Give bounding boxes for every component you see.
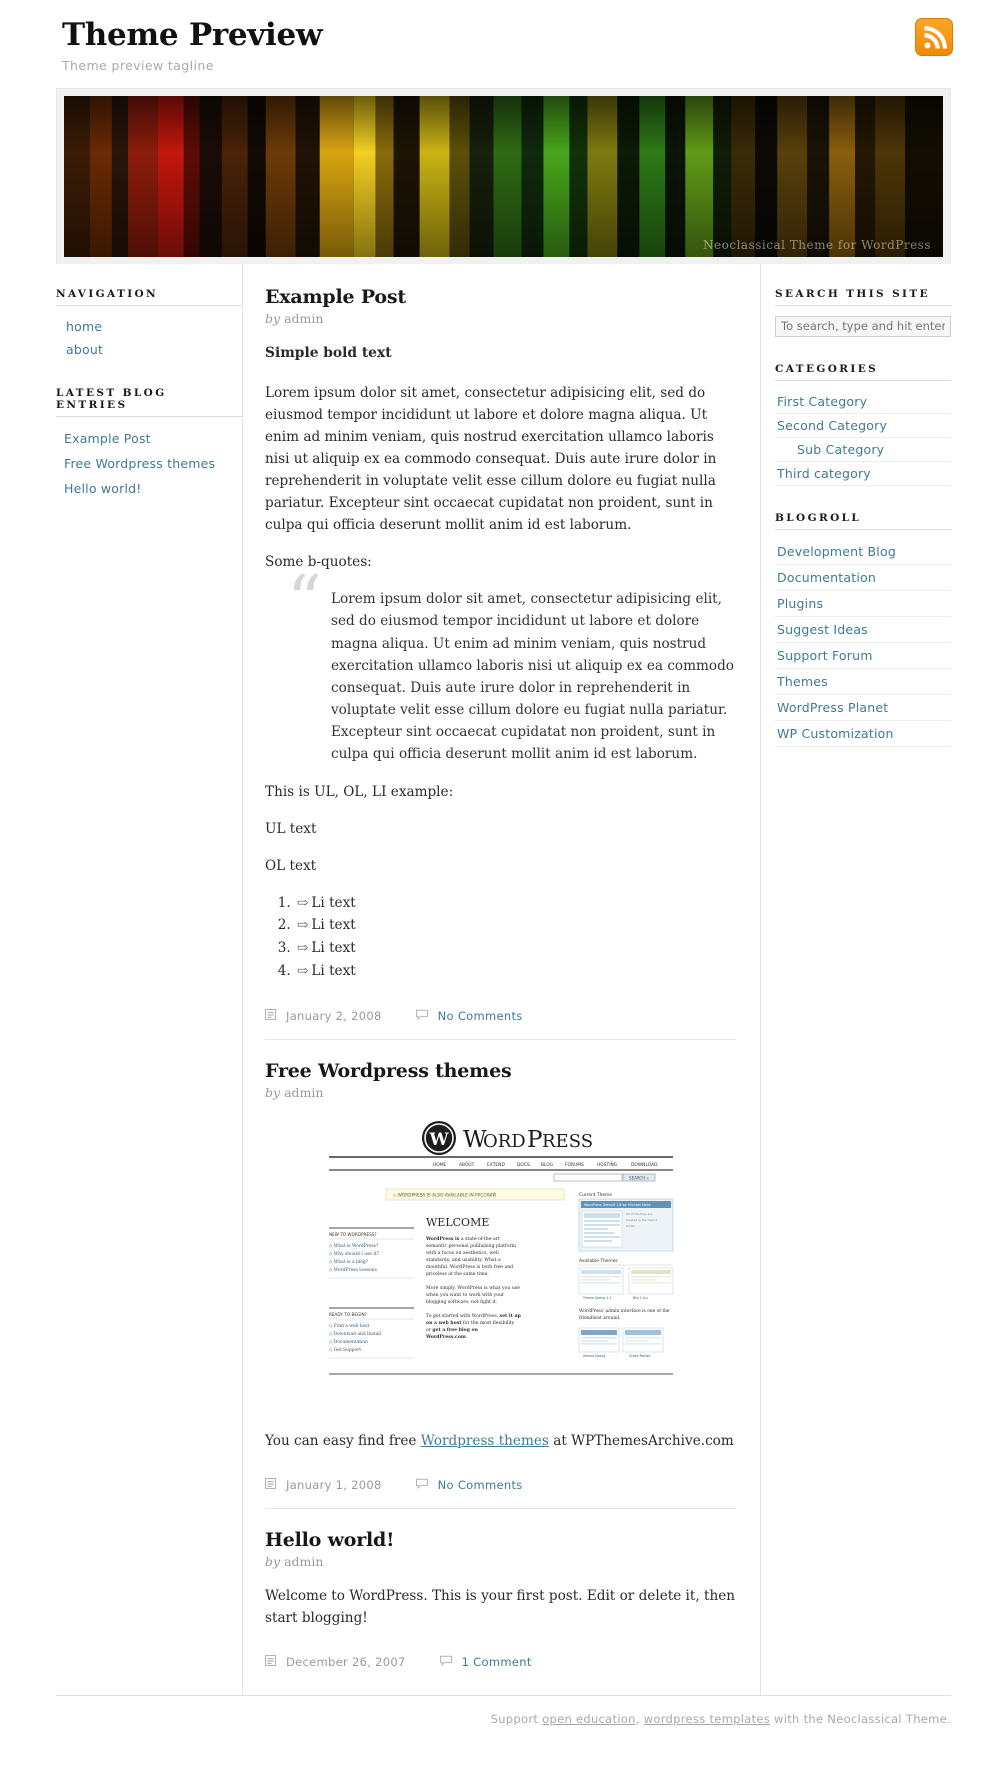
svg-text:FORUMS: FORUMS	[564, 1162, 584, 1168]
post-body	[265, 1585, 736, 1629]
post-date: January 1, 2008	[286, 1477, 382, 1492]
entry-link-hello-world[interactable]: Hello world!	[64, 481, 142, 496]
category-link-third[interactable]: Third category	[775, 462, 951, 486]
post-author-name: admin	[284, 311, 324, 326]
post-date: December 26, 2007	[286, 1655, 406, 1669]
content-wrap	[0, 264, 1007, 1695]
list-item	[775, 643, 951, 669]
post-author-prefix: by	[265, 1553, 281, 1569]
quote-intro: Some b-quotes:	[265, 554, 372, 571]
post-paragraph: Welcome to WordPress. This is your first post. Edit or delete it, then start blogging!	[265, 1587, 736, 1626]
site-title: Theme Preview	[62, 17, 323, 53]
list-item	[295, 892, 736, 915]
list-item	[775, 390, 951, 414]
svg-text:WordPress is a state-of-the-ar: WordPress is a state-of-the-art	[425, 1236, 500, 1242]
widget-blogroll	[775, 512, 951, 747]
post-author-prefix: by	[265, 311, 281, 326]
footer-middle: ,	[635, 1712, 644, 1726]
list-item	[775, 414, 951, 438]
post-author-name: admin	[284, 1553, 324, 1569]
svg-text:◇ WORDPRESS IS ALSO AVAILABLE: ◇ WORDPRESS IS ALSO AVAILABLE IN РУССКИЙ	[392, 1193, 496, 1199]
widget-search	[775, 288, 951, 337]
list-item	[775, 462, 951, 486]
svg-text:Current Theme: Current Theme	[578, 1192, 612, 1198]
svg-text:WELCOME: WELCOME	[425, 1215, 489, 1229]
svg-text:Almost Spring: Almost Spring	[582, 1353, 605, 1358]
widget-search-title: SEARCH THIS SITE	[775, 288, 951, 306]
post-meta	[265, 1470, 736, 1492]
post-author	[265, 311, 736, 326]
post-meta	[265, 1647, 736, 1669]
post-title: Hello world!	[265, 1528, 395, 1551]
svg-text:ABOUT: ABOUT	[458, 1162, 474, 1168]
caption-after: at WPThemesArchive.com	[548, 1432, 734, 1449]
post-comments-link[interactable]: No Comments	[437, 1008, 523, 1023]
post-body	[265, 1430, 736, 1452]
svg-text:mouthful. WordPress is both fr: mouthful. WordPress is both free and	[425, 1264, 513, 1270]
blogroll-link-suggest-ideas[interactable]: Suggest Ideas	[775, 617, 951, 643]
post-free-wordpress-themes	[265, 1039, 736, 1500]
wordpress-homepage-screenshot	[265, 1116, 736, 1412]
svg-text:Green Pocket: Green Pocket	[628, 1353, 650, 1358]
svg-text:BLOG: BLOG	[540, 1162, 553, 1168]
blogroll-link-support-forum[interactable]: Support Forum	[775, 643, 951, 669]
svg-text:located in the theme: located in the theme	[625, 1217, 657, 1222]
navigation-list	[56, 315, 242, 361]
list-item	[56, 426, 242, 451]
post-comments-link[interactable]: 1 Comment	[461, 1655, 532, 1669]
widget-latest-entries	[56, 387, 242, 501]
svg-text:RESS: RESS	[541, 1130, 593, 1152]
blogroll-link-wordpress-planet[interactable]: WordPress Planet	[775, 695, 951, 721]
blockquote-text: Lorem ipsum dolor sit amet, consectetur adipisicing elit, sed do eiusmod tempor incididunt ut labore et dolore magna aliqua. Ut enim ad minim veniam, quis nostrud exercitation ullamco laboris nisi ut aliquip ex ea commodo consequat. Duis aute irure dolor in reprehenderit in voluptate velit esse cillum dolore eu fugiat nulla pariatur. Excepteur sint occaecat cupidatat non proident, sunt in culpa qui officia deserunt mollit anim id est laborum.	[331, 591, 734, 762]
post-lead-bold: Simple bold text	[265, 345, 392, 361]
svg-text:HOSTING: HOSTING	[596, 1162, 617, 1168]
list-item	[775, 438, 951, 462]
ul-text: UL text	[265, 820, 317, 837]
categories-list	[775, 390, 951, 486]
comment-bubble-icon	[416, 1478, 428, 1492]
li-text: Li text	[311, 894, 356, 911]
svg-text:when you want to work with you: when you want to work with your	[425, 1292, 504, 1298]
svg-text:NEW TO WORDPRESS?: NEW TO WORDPRESS?	[328, 1231, 377, 1237]
svg-text:DOWNLOAD: DOWNLOAD	[630, 1162, 658, 1168]
site-tagline: Theme preview tagline	[62, 58, 214, 74]
arrow-right-icon: ⇨	[297, 940, 309, 957]
sidebar-right	[761, 264, 951, 773]
li-text: Li text	[311, 940, 356, 957]
svg-text:To get started with WordPress,: To get started with WordPress, set it up	[425, 1313, 521, 1319]
list-item	[295, 960, 736, 983]
svg-text:blogging software, not fight i: blogging software, not fight it.	[425, 1299, 497, 1305]
widget-blogroll-title: BLOGROLL	[775, 512, 951, 530]
list-item	[56, 338, 242, 361]
svg-text:semantic personal publishing p: semantic personal publishing platform	[425, 1243, 516, 1249]
list-item	[295, 937, 736, 960]
arrow-right-icon: ⇨	[297, 894, 309, 911]
category-link-sub[interactable]: Sub Category	[775, 438, 951, 462]
blogroll-link-documentation[interactable]: Documentation	[775, 565, 951, 591]
footer-prefix: Support	[490, 1712, 543, 1726]
widget-categories-title: CATEGORIES	[775, 363, 951, 381]
ol-text: OL text	[265, 857, 317, 874]
wordpress-themes-link[interactable]: Wordpress themes	[420, 1432, 549, 1449]
li-text: Li text	[311, 963, 356, 980]
calendar-icon	[265, 1478, 276, 1492]
list-item	[775, 669, 951, 695]
sidebar-item-about[interactable]: about	[66, 342, 104, 357]
widget-categories	[775, 363, 951, 486]
list-item	[295, 914, 736, 937]
svg-text:W: W	[428, 1129, 449, 1150]
list-item	[775, 565, 951, 591]
widget-navigation-title: NAVIGATION	[56, 288, 242, 306]
arrow-right-icon: ⇨	[297, 917, 309, 934]
svg-text:◇ Find a web host: ◇ Find a web host	[328, 1323, 369, 1329]
footer-suffix: with the Neoclassical Theme.	[770, 1712, 951, 1726]
post-comments-link[interactable]: No Comments	[437, 1477, 523, 1492]
svg-text:W: W	[462, 1126, 487, 1153]
list-item	[56, 315, 242, 338]
li-list	[279, 892, 736, 983]
svg-text:◇ Get Support: ◇ Get Support	[328, 1347, 361, 1353]
main-content	[242, 264, 761, 1695]
svg-text:priceless at the same time.: priceless at the same time.	[425, 1271, 489, 1277]
svg-text:◇ What is a blog?: ◇ What is a blog?	[328, 1259, 368, 1265]
site-header	[0, 0, 1007, 88]
blogroll-link-development-blog[interactable]: Development Blog	[775, 539, 951, 565]
rss-feed-icon[interactable]	[915, 18, 953, 56]
svg-text:Theme Spring 1.1: Theme Spring 1.1	[582, 1295, 611, 1300]
post-paragraph: Lorem ipsum dolor sit amet, consectetur adipisicing elit, sed do eiusmod tempor incididunt ut labore et dolore magna aliqua. Ut enim ad minim veniam, quis nostrud exercitation ullamco laboris nisi ut aliquip ex ea commodo consequat. Duis aute irure dolor in reprehenderit in voluptate velit esse cillum dolore eu fugiat nulla pariatur. Excepteur sint occaecat cupidatat non proident, sunt in culpa qui officia deserunt mollit anim id est laborum.	[265, 385, 717, 534]
sidebar-item-home[interactable]: home	[66, 319, 103, 334]
footer-link-wordpress-templates[interactable]: wordpress templates	[643, 1712, 771, 1726]
blogroll-link-plugins[interactable]: Plugins	[775, 591, 951, 617]
entry-link-example-post[interactable]: Example Post	[64, 431, 151, 446]
list-item	[56, 476, 242, 501]
svg-text:folder.: folder.	[625, 1223, 635, 1228]
svg-text:EXTEND: EXTEND	[486, 1162, 505, 1168]
svg-text:READY TO BEGIN?: READY TO BEGIN?	[328, 1311, 367, 1317]
svg-text:All of the files are: All of the files are	[625, 1211, 652, 1216]
post-author	[265, 1554, 736, 1569]
svg-text:or get a free blog on: or get a free blog on	[425, 1327, 478, 1333]
blogroll-link-wp-customization[interactable]: WP Customization	[775, 721, 951, 747]
post-title: Free Wordpress themes	[265, 1059, 512, 1082]
search-input[interactable]	[775, 316, 951, 337]
blogroll-link-themes[interactable]: Themes	[775, 669, 951, 695]
category-link-first[interactable]: First Category	[775, 390, 951, 414]
figure-caption	[265, 1430, 736, 1452]
footer-link-open-education[interactable]: open education	[542, 1712, 636, 1726]
comment-bubble-icon	[440, 1655, 452, 1669]
sidebar-left	[56, 264, 242, 527]
post-author-prefix: by	[265, 1084, 281, 1100]
post-date: January 2, 2008	[286, 1008, 382, 1023]
svg-text:◇ Documentation: ◇ Documentation	[328, 1339, 368, 1345]
svg-text:on a web host for the most fle: on a web host for the most flexibility	[425, 1320, 514, 1326]
post-hello-world	[265, 1508, 736, 1677]
list-item	[775, 591, 951, 617]
caption-before: You can easy find free	[265, 1432, 421, 1449]
list-item	[775, 721, 951, 747]
svg-text:◇ WordPress Lessons: ◇ WordPress Lessons	[328, 1267, 377, 1273]
svg-text:WordPress' admin interface is: WordPress' admin interface is one of the	[578, 1308, 670, 1314]
category-link-second[interactable]: Second Category	[775, 414, 951, 438]
svg-text:standards, and usability. What: standards, and usability. What a	[425, 1257, 501, 1263]
svg-text:◇ What is WordPress?: ◇ What is WordPress?	[328, 1243, 378, 1249]
banner-frame	[56, 88, 951, 264]
latest-entries-list	[56, 426, 242, 501]
svg-text:Available Themes: Available Themes	[578, 1258, 618, 1264]
calendar-icon	[265, 1009, 276, 1023]
widget-latest-entries-title: LATEST BLOG ENTRIES	[56, 387, 242, 417]
site-footer	[0, 1696, 1007, 1748]
svg-text:P: P	[526, 1126, 542, 1153]
svg-text:SEARCH »: SEARCH »	[628, 1175, 649, 1181]
comment-bubble-icon	[416, 1009, 428, 1023]
post-blockquote	[291, 588, 736, 764]
svg-text:WordPress.com.: WordPress.com.	[425, 1334, 467, 1340]
post-example-post	[265, 286, 736, 1031]
blogroll-list	[775, 539, 951, 747]
post-body	[265, 342, 736, 983]
post-author-name: admin	[284, 1084, 324, 1100]
svg-text:HOME: HOME	[432, 1162, 446, 1168]
list-intro: This is UL, OL, LI example:	[265, 783, 454, 800]
banner-caption: Neoclassical Theme for WordPress	[703, 238, 931, 252]
list-item	[775, 539, 951, 565]
svg-text:friendliest around.: friendliest around.	[578, 1315, 620, 1321]
list-item	[775, 695, 951, 721]
list-item	[775, 617, 951, 643]
banner-image	[64, 96, 943, 257]
svg-text:ORD: ORD	[482, 1130, 526, 1152]
svg-text:◇ Why should I use it?: ◇ Why should I use it?	[328, 1251, 379, 1257]
post-title: Example Post	[265, 286, 406, 308]
post-meta	[265, 1001, 736, 1023]
svg-text:WordPress Default 1.6 by Micha: WordPress Default 1.6 by Michael Heile	[583, 1202, 651, 1207]
svg-text:with a focus on aesthetics, we: with a focus on aesthetics, web	[425, 1250, 499, 1256]
svg-text:More simply, WordPress is what: More simply, WordPress is what you use	[425, 1285, 520, 1291]
calendar-icon	[265, 1655, 276, 1669]
list-item	[56, 451, 242, 476]
svg-text:DOCS: DOCS	[516, 1162, 530, 1168]
widget-navigation	[56, 288, 242, 361]
svg-text:Blix 1.0.x: Blix 1.0.x	[632, 1295, 648, 1300]
post-author	[265, 1085, 736, 1100]
svg-text:◇ Download and Install: ◇ Download and Install	[328, 1331, 381, 1337]
entry-link-free-wordpress-themes[interactable]: Free Wordpress themes	[64, 456, 216, 471]
li-text: Li text	[311, 917, 356, 934]
arrow-right-icon: ⇨	[297, 963, 309, 980]
